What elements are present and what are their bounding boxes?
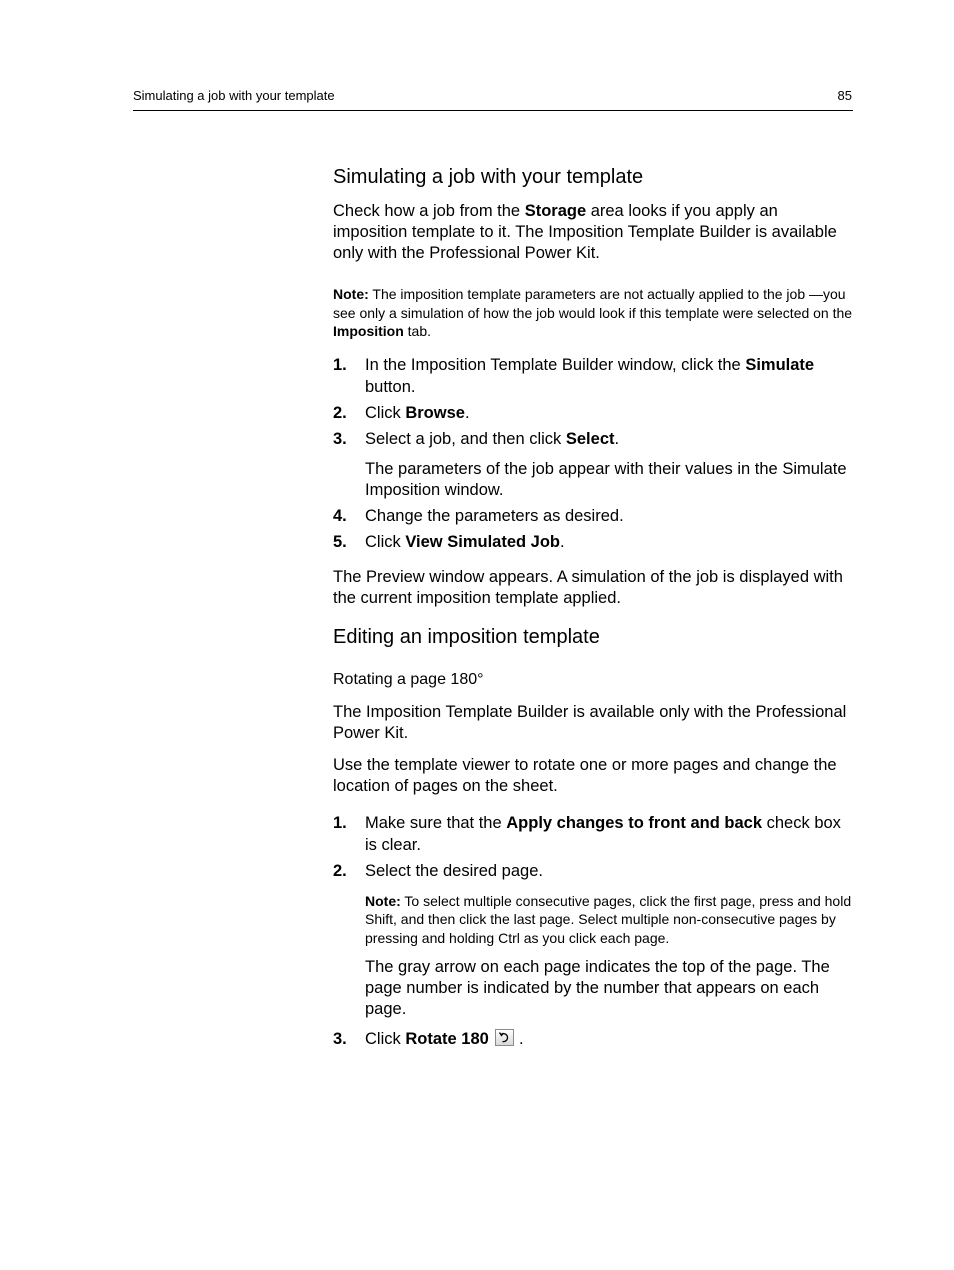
step-item: 1. In the Imposition Template Builder window, click the Simulate button. xyxy=(333,355,815,396)
availability-paragraph: The Imposition Template Builder is available only with the Professional Power Kit. xyxy=(333,702,847,742)
note-label: Note: xyxy=(333,286,369,302)
step-item: 2. Click Browse. xyxy=(333,403,470,422)
imposition-term: Imposition xyxy=(333,323,404,339)
step-number: 2. xyxy=(333,861,347,880)
step-number: 2. xyxy=(333,403,347,422)
step-number: 4. xyxy=(333,506,347,525)
step-item: 5. Click View Simulated Job. xyxy=(333,532,565,551)
step-item: 3. Click Rotate 180 . xyxy=(333,1030,524,1048)
running-header-title: Simulating a job with your template xyxy=(133,88,335,103)
intro-paragraph: Check how a job from the Storage area looks if you apply an imposition template to it. The Imposition Template Builder is available only with the Professional Power Kit. xyxy=(333,202,837,262)
step-number: 1. xyxy=(333,813,347,832)
step-item: 3. Select a job, and then click Select. xyxy=(333,429,620,448)
step-result-paragraph: The gray arrow on each page indicates the top of the page. The page number is indicated by the number that appears on each page. xyxy=(365,958,830,1018)
result-paragraph: The Preview window appears. A simulation of the job is displayed with the current imposition template applied. xyxy=(333,567,843,607)
step-number: 5. xyxy=(333,532,347,551)
storage-term: Storage xyxy=(524,202,587,220)
running-header xyxy=(133,88,853,111)
section-heading-simulating: Simulating a job with your template xyxy=(333,166,644,188)
note-selection: Note: To select multiple consecutive pages, click the first page, press and hold Shift, and then click the last page. Select multiple non-consecutive pages by pressing and holding Ctrl as you click each page. xyxy=(365,892,852,946)
note-simulation: Note: The imposition template parameters are not actually applied to the job —you see only a simulation of how the job would look if this template were selected on the Imposition tab. xyxy=(333,286,853,339)
step-number: 3. xyxy=(333,429,347,448)
step-item: 4. Change the parameters as desired. xyxy=(333,506,624,525)
step-item: 2. Select the desired page. xyxy=(333,861,543,880)
note-label: Note: xyxy=(365,892,401,909)
step-number: 1. xyxy=(333,355,347,374)
step-number: 3. xyxy=(333,1030,347,1048)
subsection-heading: Rotating a page 180° xyxy=(333,670,484,688)
main-content xyxy=(333,164,853,1050)
rotate-180-icon xyxy=(495,1029,514,1046)
section-heading-editing: Editing an imposition template xyxy=(333,625,600,648)
viewer-paragraph: Use the template viewer to rotate one or more pages and change the location of pages on the sheet. xyxy=(333,755,837,795)
step-item: 1. Make sure that the Apply changes to front and back check box is clear. xyxy=(333,813,841,854)
step-result-paragraph: The parameters of the job appear with their values in the Simulate Imposition window. xyxy=(365,459,847,499)
page-number: 85 xyxy=(837,88,852,103)
